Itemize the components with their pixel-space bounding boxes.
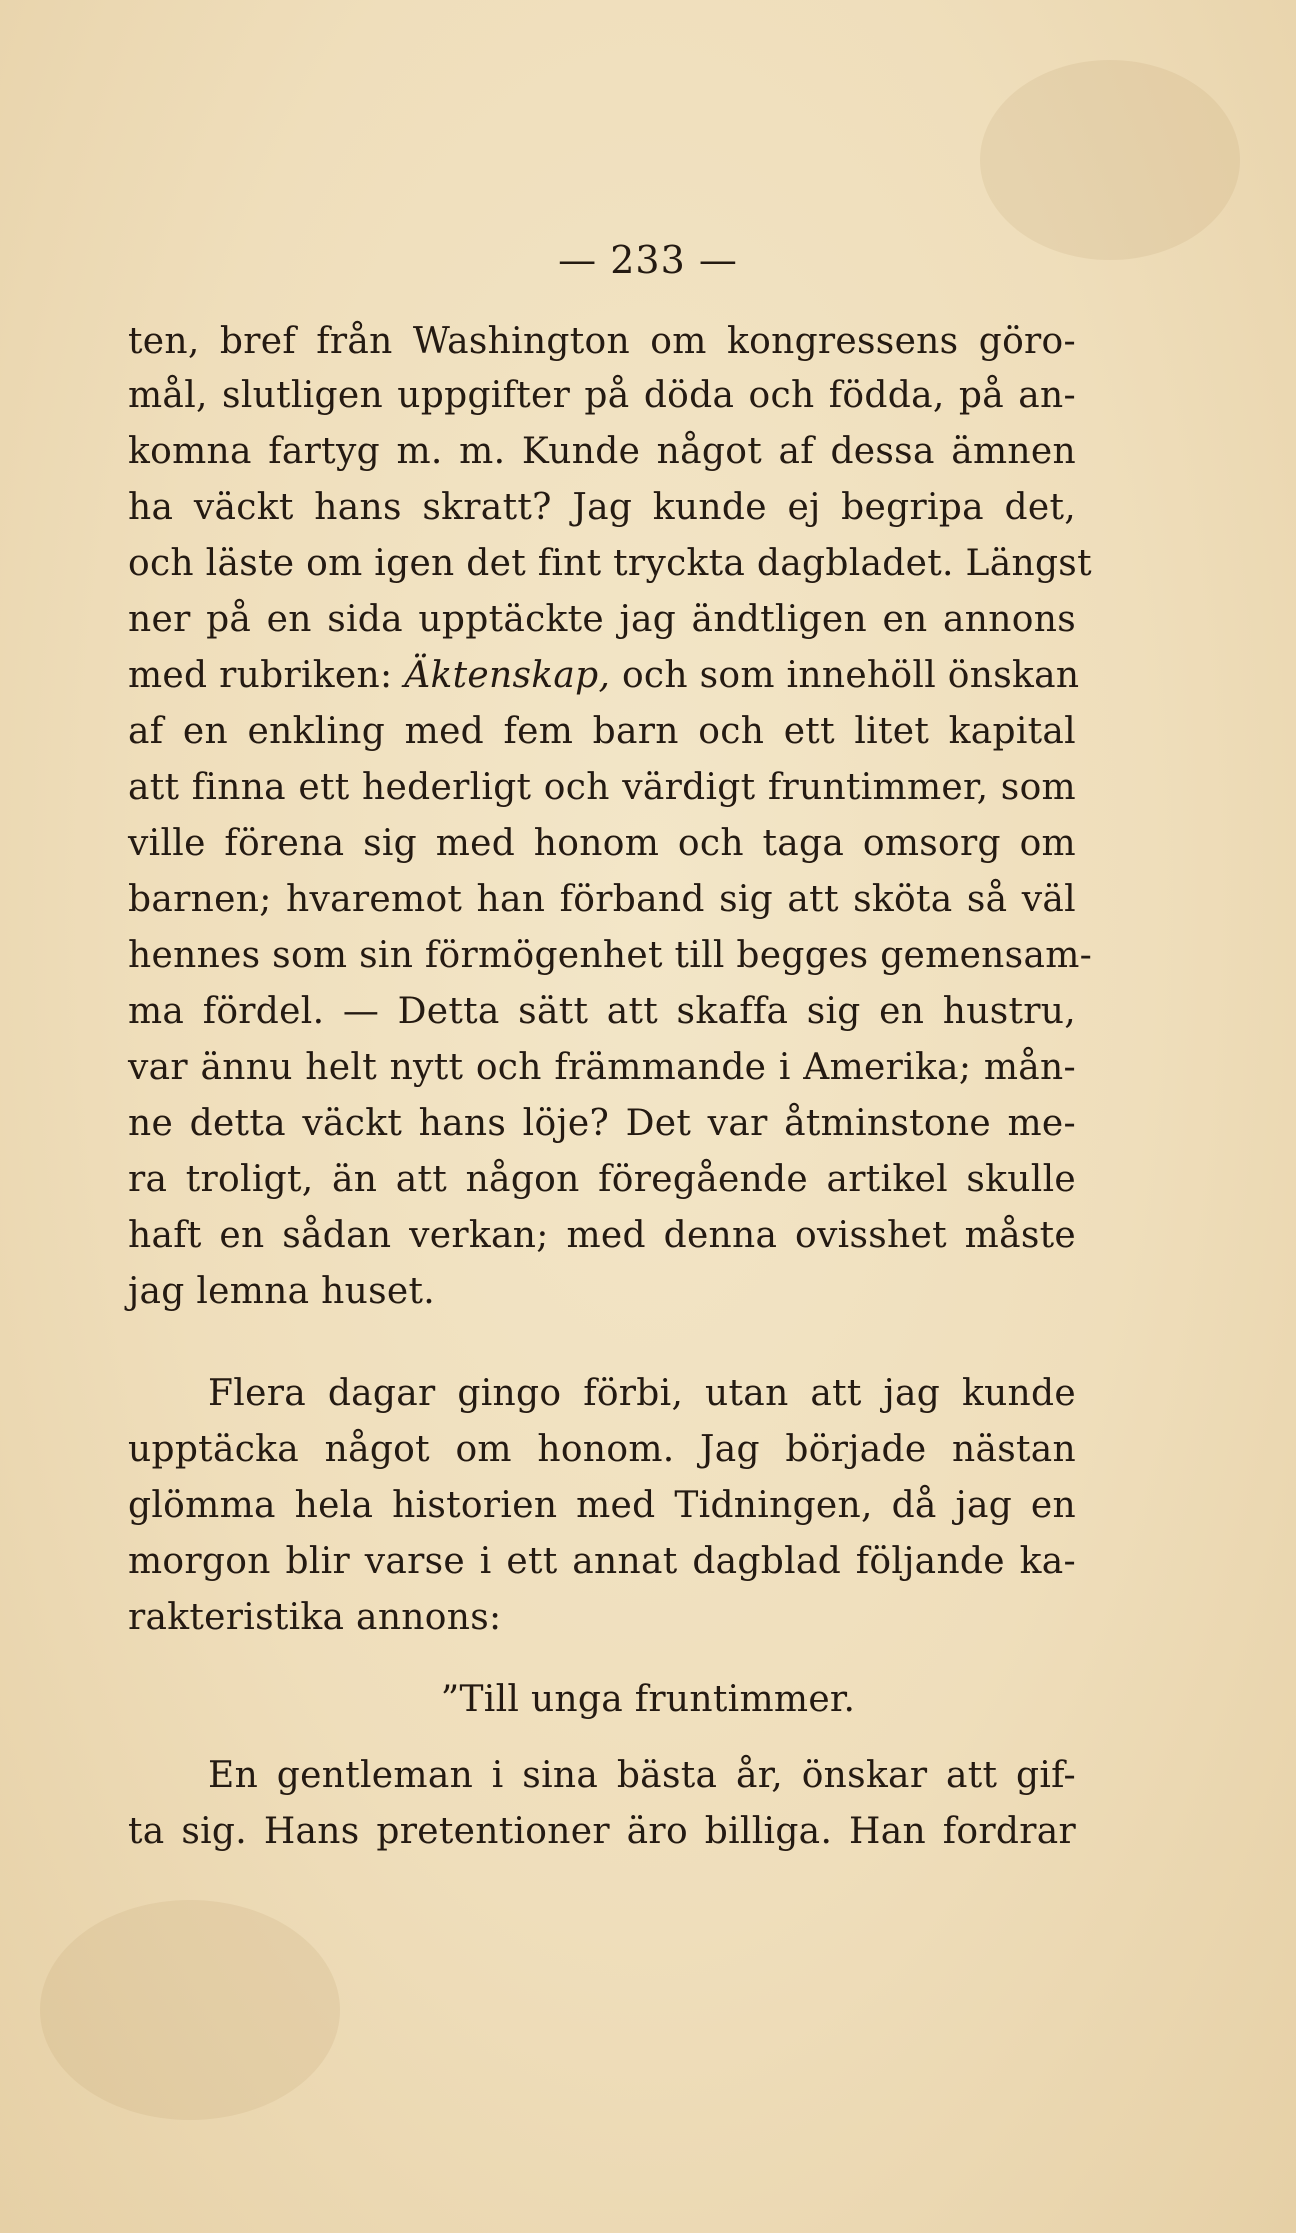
paper-stain — [40, 1900, 340, 2120]
text-line: ha väckt hans skratt? Jag kunde ej begripa det, — [128, 487, 1076, 528]
text-line: morgon blir varse i ett annat dagblad följande ka- — [128, 1541, 1076, 1582]
text-line: ville förena sig med honom och taga omsorg om — [128, 823, 1076, 864]
text-line: ten, bref från Washington om kongressens göro- — [128, 321, 1076, 362]
text-line: komna fartyg m. m. Kunde något af dessa ämnen — [128, 431, 1076, 472]
text-segment: och som innehöll önskan — [621, 655, 1080, 696]
text-line: Flera dagar gingo förbi, utan att jag kunde — [208, 1373, 1076, 1414]
text-line-rubric — [128, 652, 1080, 700]
text-line: af en enkling med fem barn och ett litet kapital — [128, 711, 1076, 752]
text-line: var ännu helt nytt och främmande i Amerika; mån- — [128, 1047, 1076, 1088]
advert-heading: ”Till unga fruntimmer. — [440, 1679, 856, 1720]
page-number: — 233 — — [558, 238, 738, 282]
text-line: ra troligt, än att någon föregående artikel skulle — [128, 1159, 1076, 1200]
text-line: hennes som sin förmögenhet till begges gemensam- — [128, 935, 1093, 976]
text-line: En gentleman i sina bästa år, önskar att gif- — [208, 1755, 1076, 1796]
text-line: mål, slutligen uppgifter på döda och födda, på an- — [128, 375, 1076, 416]
text-line: att finna ett hederligt och värdigt fruntimmer, som — [128, 767, 1076, 808]
text-segment: med rubriken: — [128, 655, 393, 696]
text-line: upptäcka något om honom. Jag började nästan — [128, 1429, 1076, 1470]
paper-stain — [980, 60, 1240, 260]
rubric-emphasis: Äktenskap, — [404, 655, 611, 696]
text-line: ne detta väckt hans löje? Det var åtminstone me- — [128, 1103, 1076, 1144]
text-line: ta sig. Hans pretentioner äro billiga. Han fordrar — [128, 1811, 1076, 1852]
text-line: ma fördel. — Detta sätt att skaffa sig en hustru, — [128, 991, 1076, 1032]
text-line: jag lemna huset. — [128, 1271, 436, 1312]
text-line: haft en sådan verkan; med denna ovisshet måste — [128, 1215, 1076, 1256]
text-line: rakteristika annons: — [128, 1597, 502, 1638]
text-line: barnen; hvaremot han förband sig att sköta så väl — [128, 879, 1076, 920]
text-line: glömma hela historien med Tidningen, då jag en — [128, 1485, 1076, 1526]
text-line: och läste om igen det fint tryckta dagbladet. Längst — [128, 543, 1092, 584]
text-line: ner på en sida upptäckte jag ändtligen en annons — [128, 599, 1076, 640]
